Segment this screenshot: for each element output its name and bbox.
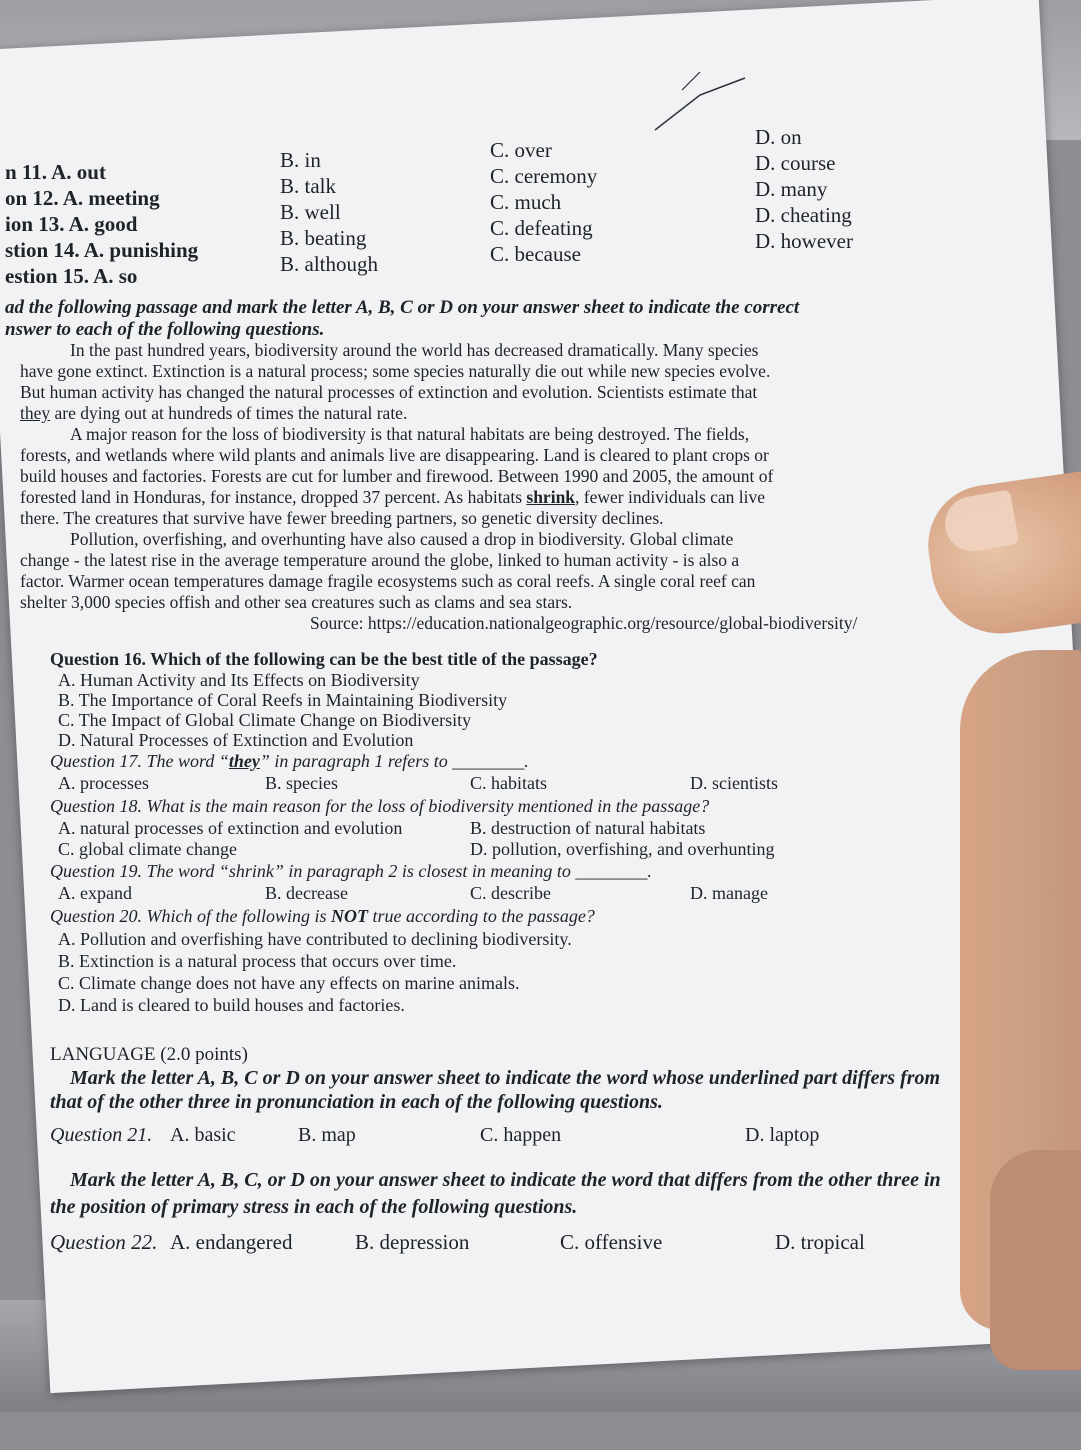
q12-label: on 12. A. meeting [5,188,160,209]
q17-stem: Question 17. The word “they” in paragraph 1 refers to ________. [50,752,529,770]
q20-option-b: B. Extinction is a natural process that occurs over time. [58,952,456,970]
q22-option-d: D. tropical [775,1232,865,1253]
q16-option-b: B. The Importance of Coral Reefs in Maintaining Biodiversity [58,691,507,709]
q20-option-a: A. Pollution and overfishing have contributed to declining biodiversity. [58,930,572,948]
q22-label: Question 22. [50,1232,157,1253]
q15-option-c: C. because [490,244,581,265]
passage-line-shrink [20,489,765,507]
passage-line: , fewer individuals can live [575,487,765,507]
q20-stem: Question 20. Which of the following is NOT true according to the passage? [50,907,595,925]
q17-option-d: D. scientists [690,774,778,792]
q18-option-b: B. destruction of natural habitats [470,819,705,837]
q15-option-d: D. however [755,231,853,252]
q13-option-d: D. many [755,179,827,200]
passage-line: have gone extinct. Extinction is a natural process; some species naturally die out while new species evolve. [20,363,770,381]
q11-option-d: D. on [755,127,802,148]
passage-line: But human activity has changed the natural processes of extinction and evolution. Scientists estimate that [20,384,757,402]
pencil-stroke [655,78,745,130]
passage-line: change - the latest rise in the average temperature around the globe, linked to human activity - is also a [20,552,739,570]
q12-option-c: C. ceremony [490,166,597,187]
q17-option-a: A. processes [58,774,149,792]
q18-stem: Question 18. What is the main reason for the loss of biodiversity mentioned in the passage? [50,797,709,815]
q18-option-d: D. pollution, overfishing, and overhunting [470,840,774,858]
q13-option-b: B. well [280,202,341,223]
reading-instruction-2: nswer to each of the following questions. [5,320,324,339]
q20-option-d: D. Land is cleared to build houses and factories. [58,996,405,1014]
q17-option-c: C. habitats [470,774,547,792]
q21-label: Question 21. [50,1125,152,1145]
language-instruction-2b: the position of primary stress in each of the following questions. [50,1197,577,1217]
q21-option-c: C. happen [480,1125,561,1145]
q17-option-b: B. species [265,774,338,792]
passage-line: there. The creatures that survive have fewer breeding partners, so genetic diversity declines. [20,510,664,528]
q14-option-b: B. beating [280,228,366,249]
q22-option-c: C. offensive [560,1232,662,1253]
passage-line: Pollution, overfishing, and overhunting have also caused a drop in biodiversity. Global climate [70,531,733,549]
q19-option-b: B. decrease [265,884,348,902]
q19-option-a: A. expand [58,884,132,902]
passage-line: forests, and wetlands where wild plants and animals live are disappearing. Land is cleared to plant crops or [20,447,769,465]
passage-line: forested land in Honduras, for instance, dropped 37 percent. As habitats [20,487,522,507]
language-heading: LANGUAGE (2.0 points) [50,1045,248,1064]
paper-content [0,50,1040,1395]
q14-option-c: C. defeating [490,218,593,239]
q18-option-a: A. natural processes of extinction and evolution [58,819,402,837]
pencil-marks [0,0,1081,160]
q19-stem: Question 19. The word “shrink” in paragraph 2 is closest in meaning to ________. [50,862,652,880]
q11-option-b: B. in [280,150,321,171]
passage-line: In the past hundred years, biodiversity around the world has decreased dramatically. Many species [70,342,758,360]
passage-source: Source: https://education.nationalgeographic.org/resource/global-biodiversity/ [310,615,857,633]
q22-option-b: B. depression [355,1232,469,1253]
hand-lower [990,1150,1081,1370]
underlined-they: they [20,403,50,423]
q13-option-c: C. much [490,192,561,213]
passage-line-they [20,405,407,423]
q19-option-c: C. describe [470,884,551,902]
q15-option-b: B. although [280,254,378,275]
q22-option-a: A. endangered [170,1232,292,1253]
q14-label: stion 14. A. punishing [5,240,198,261]
q14-option-d: D. cheating [755,205,852,226]
q21-option-a: A. basic [170,1125,236,1145]
passage-line: are dying out at hundreds of times the natural rate. [55,403,408,423]
q21-option-b: B. map [298,1125,356,1145]
passage-line: factor. Warmer ocean temperatures damage fragile ecosystems such as coral reefs. A single coral reef can [20,573,755,591]
q12-option-d: D. course [755,153,835,174]
language-instruction-2a: Mark the letter A, B, C, or D on your answer sheet to indicate the word that differs from the other three in [70,1170,941,1190]
passage-line: build houses and factories. Forests are cut for lumber and firewood. Between 1990 and 2005, the amount of [20,468,773,486]
q12-option-b: B. talk [280,176,336,197]
q16-stem: Question 16. Which of the following can be the best title of the passage? [50,650,598,668]
language-instruction-1b: that of the other three in pronunciation in each of the following questions. [50,1092,663,1112]
q16-option-d: D. Natural Processes of Extinction and Evolution [58,731,413,749]
reading-instruction-1: ad the following passage and mark the letter A, B, C or D on your answer sheet to indicate the correct [5,298,799,317]
q11-label: n 11. A. out [5,162,106,183]
q19-option-d: D. manage [690,884,768,902]
underlined-shrink: shrink [526,487,575,507]
q20-option-c: C. Climate change does not have any effects on marine animals. [58,974,520,992]
q13-label: ion 13. A. good [5,214,137,235]
q11-option-c: C. over [490,140,552,161]
passage-line: shelter 3,000 species offish and other sea creatures such as clams and sea stars. [20,594,572,612]
q16-option-c: C. The Impact of Global Climate Change on Biodiversity [58,711,471,729]
q16-option-a: A. Human Activity and Its Effects on Biodiversity [58,671,420,689]
q15-label: estion 15. A. so [5,266,137,287]
language-instruction-1a: Mark the letter A, B, C or D on your answer sheet to indicate the word whose underlined part differs from [70,1068,940,1088]
pencil-stroke [682,72,700,90]
q18-option-c: C. global climate change [58,840,237,858]
passage-line: A major reason for the loss of biodiversity is that natural habitats are being destroyed. The fields, [70,426,749,444]
q21-option-d: D. laptop [745,1125,819,1145]
